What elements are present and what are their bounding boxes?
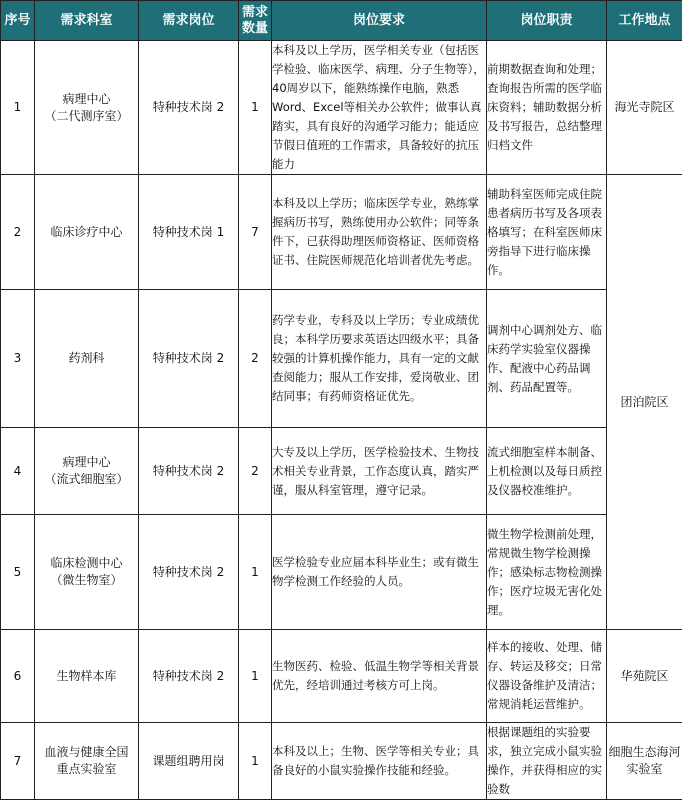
cell-seq: 5	[1, 515, 35, 630]
dept-line1: 病理中心	[35, 91, 138, 108]
dept-line2: （流式细胞室）	[35, 471, 138, 488]
table-row	[1, 290, 682, 428]
cell-dept	[35, 428, 139, 515]
cell-duties: 前期数据查询和处理；查询报告所需的医学临床资料；辅助数据分析及书写报告，总结整理归档文件	[487, 41, 607, 175]
cell-duties: 流式细胞室样本制备、上机检测以及每日质控及仪器校准维护。	[487, 428, 607, 515]
cell-post: 特种技术岗 2	[139, 290, 239, 428]
cell-requirements: 药学专业，专科及以上学历；专业成绩优良；本科学历要求英语达四级水平；具备较强的计算机操作能力，具有一定的文献查阅能力；服从工作安排，爱岗敬业、团结同事；有药师资格证优先。	[272, 290, 487, 428]
cell-count: 1	[239, 515, 272, 630]
cell-seq: 4	[1, 428, 35, 515]
cell-location-merged: 团泊院区	[607, 175, 682, 630]
cell-requirements: 本科及以上学历，医学相关专业（包括医学检验、临床医学、病理、分子生物等），40周岁以下，能熟练操作电脑，熟悉Word、Excel等相关办公软件；做事认真踏实，具有良好的沟通学习能力；能适应节假日值班的工作需求，具备较好的抗压能力	[272, 41, 487, 175]
cell-post: 特种技术岗 1	[139, 175, 239, 290]
cell-post: 课题组聘用岗	[139, 723, 239, 800]
cell-count: 1	[239, 630, 272, 723]
header-post: 需求岗位	[139, 1, 239, 41]
cell-post: 特种技术岗 2	[139, 41, 239, 175]
cell-post: 特种技术岗 2	[139, 428, 239, 515]
cell-duties: 根据课题组的实验要求，独立完成小鼠实验操作，并获得相应的实验数	[487, 723, 607, 800]
cell-location: 华苑院区	[607, 630, 682, 723]
cell-location: 细胞生态海河实验室	[607, 723, 682, 800]
dept-line2: （微生物室）	[35, 572, 138, 589]
cell-dept	[35, 515, 139, 630]
cell-count: 2	[239, 428, 272, 515]
cell-count: 1	[239, 723, 272, 800]
cell-post: 特种技术岗 2	[139, 515, 239, 630]
table-row	[1, 428, 682, 515]
dept-line2: 重点实验室	[35, 761, 138, 778]
cell-post: 特种技术岗 2	[139, 630, 239, 723]
cell-dept	[35, 41, 139, 175]
cell-dept	[35, 290, 139, 428]
table-row	[1, 515, 682, 630]
header-count: 需求数量	[239, 1, 272, 41]
cell-seq: 6	[1, 630, 35, 723]
cell-location: 海光寺院区	[607, 41, 682, 175]
cell-duties: 微生物学检测前处理，常规微生物学检测操作；感染标志物检测操作；医疗垃圾无害化处理。	[487, 515, 607, 630]
dept-line1: 临床诊疗中心	[35, 224, 138, 241]
dept-line1: 药剂科	[35, 350, 138, 367]
cell-dept	[35, 630, 139, 723]
header-seq: 序号	[1, 1, 35, 41]
cell-seq: 2	[1, 175, 35, 290]
table-row	[1, 41, 682, 175]
cell-dept	[35, 175, 139, 290]
cell-requirements: 本科及以上学历；临床医学专业，熟练掌握病历书写，熟练使用办公软件；同等条件下，已获得助理医师资格证、医师资格证书、住院医师规范化培训者优先考虑。	[272, 175, 487, 290]
cell-seq: 1	[1, 41, 35, 175]
cell-duties: 样本的接收、处理、储存、转运及移交；日常仪器设备维护及清洁；常规消耗运营维护。	[487, 630, 607, 723]
cell-duties: 辅助科室医师完成住院患者病历书写及各项表格填写；在科室医师床旁指导下进行临床操作。	[487, 175, 607, 290]
dept-line2: （二代测序室）	[35, 108, 138, 125]
cell-requirements: 生物医药、检验、低温生物学等相关背景优先，经培训通过考核方可上岗。	[272, 630, 487, 723]
header-location: 工作地点	[607, 1, 682, 41]
table-row	[1, 723, 682, 800]
header-requirements: 岗位要求	[272, 1, 487, 41]
header-row	[1, 1, 682, 41]
cell-count: 7	[239, 175, 272, 290]
cell-dept	[35, 723, 139, 800]
cell-count: 1	[239, 41, 272, 175]
cell-seq: 7	[1, 723, 35, 800]
header-duties: 岗位职责	[487, 1, 607, 41]
cell-duties: 调剂中心调剂处方、临床药学实验室仪器操作、配液中心药品调剂、药品配置等。	[487, 290, 607, 428]
cell-requirements: 大专及以上学历，医学检验技术、生物技术相关专业背景，工作态度认真，踏实严谨，服从科室管理，遵守记录。	[272, 428, 487, 515]
cell-seq: 3	[1, 290, 35, 428]
cell-requirements: 医学检验专业应届本科毕业生；或有微生物学检测工作经验的人员。	[272, 515, 487, 630]
cell-count: 2	[239, 290, 272, 428]
table-row	[1, 175, 682, 290]
cell-requirements: 本科及以上；生物、医学等相关专业；具备良好的小鼠实验操作技能和经验。	[272, 723, 487, 800]
dept-line1: 生物样本库	[35, 668, 138, 685]
dept-line1: 病理中心	[35, 454, 138, 471]
dept-line1: 血液与健康全国	[35, 744, 138, 761]
header-dept: 需求科室	[35, 1, 139, 41]
dept-line1: 临床检测中心	[35, 555, 138, 572]
table-row	[1, 630, 682, 723]
